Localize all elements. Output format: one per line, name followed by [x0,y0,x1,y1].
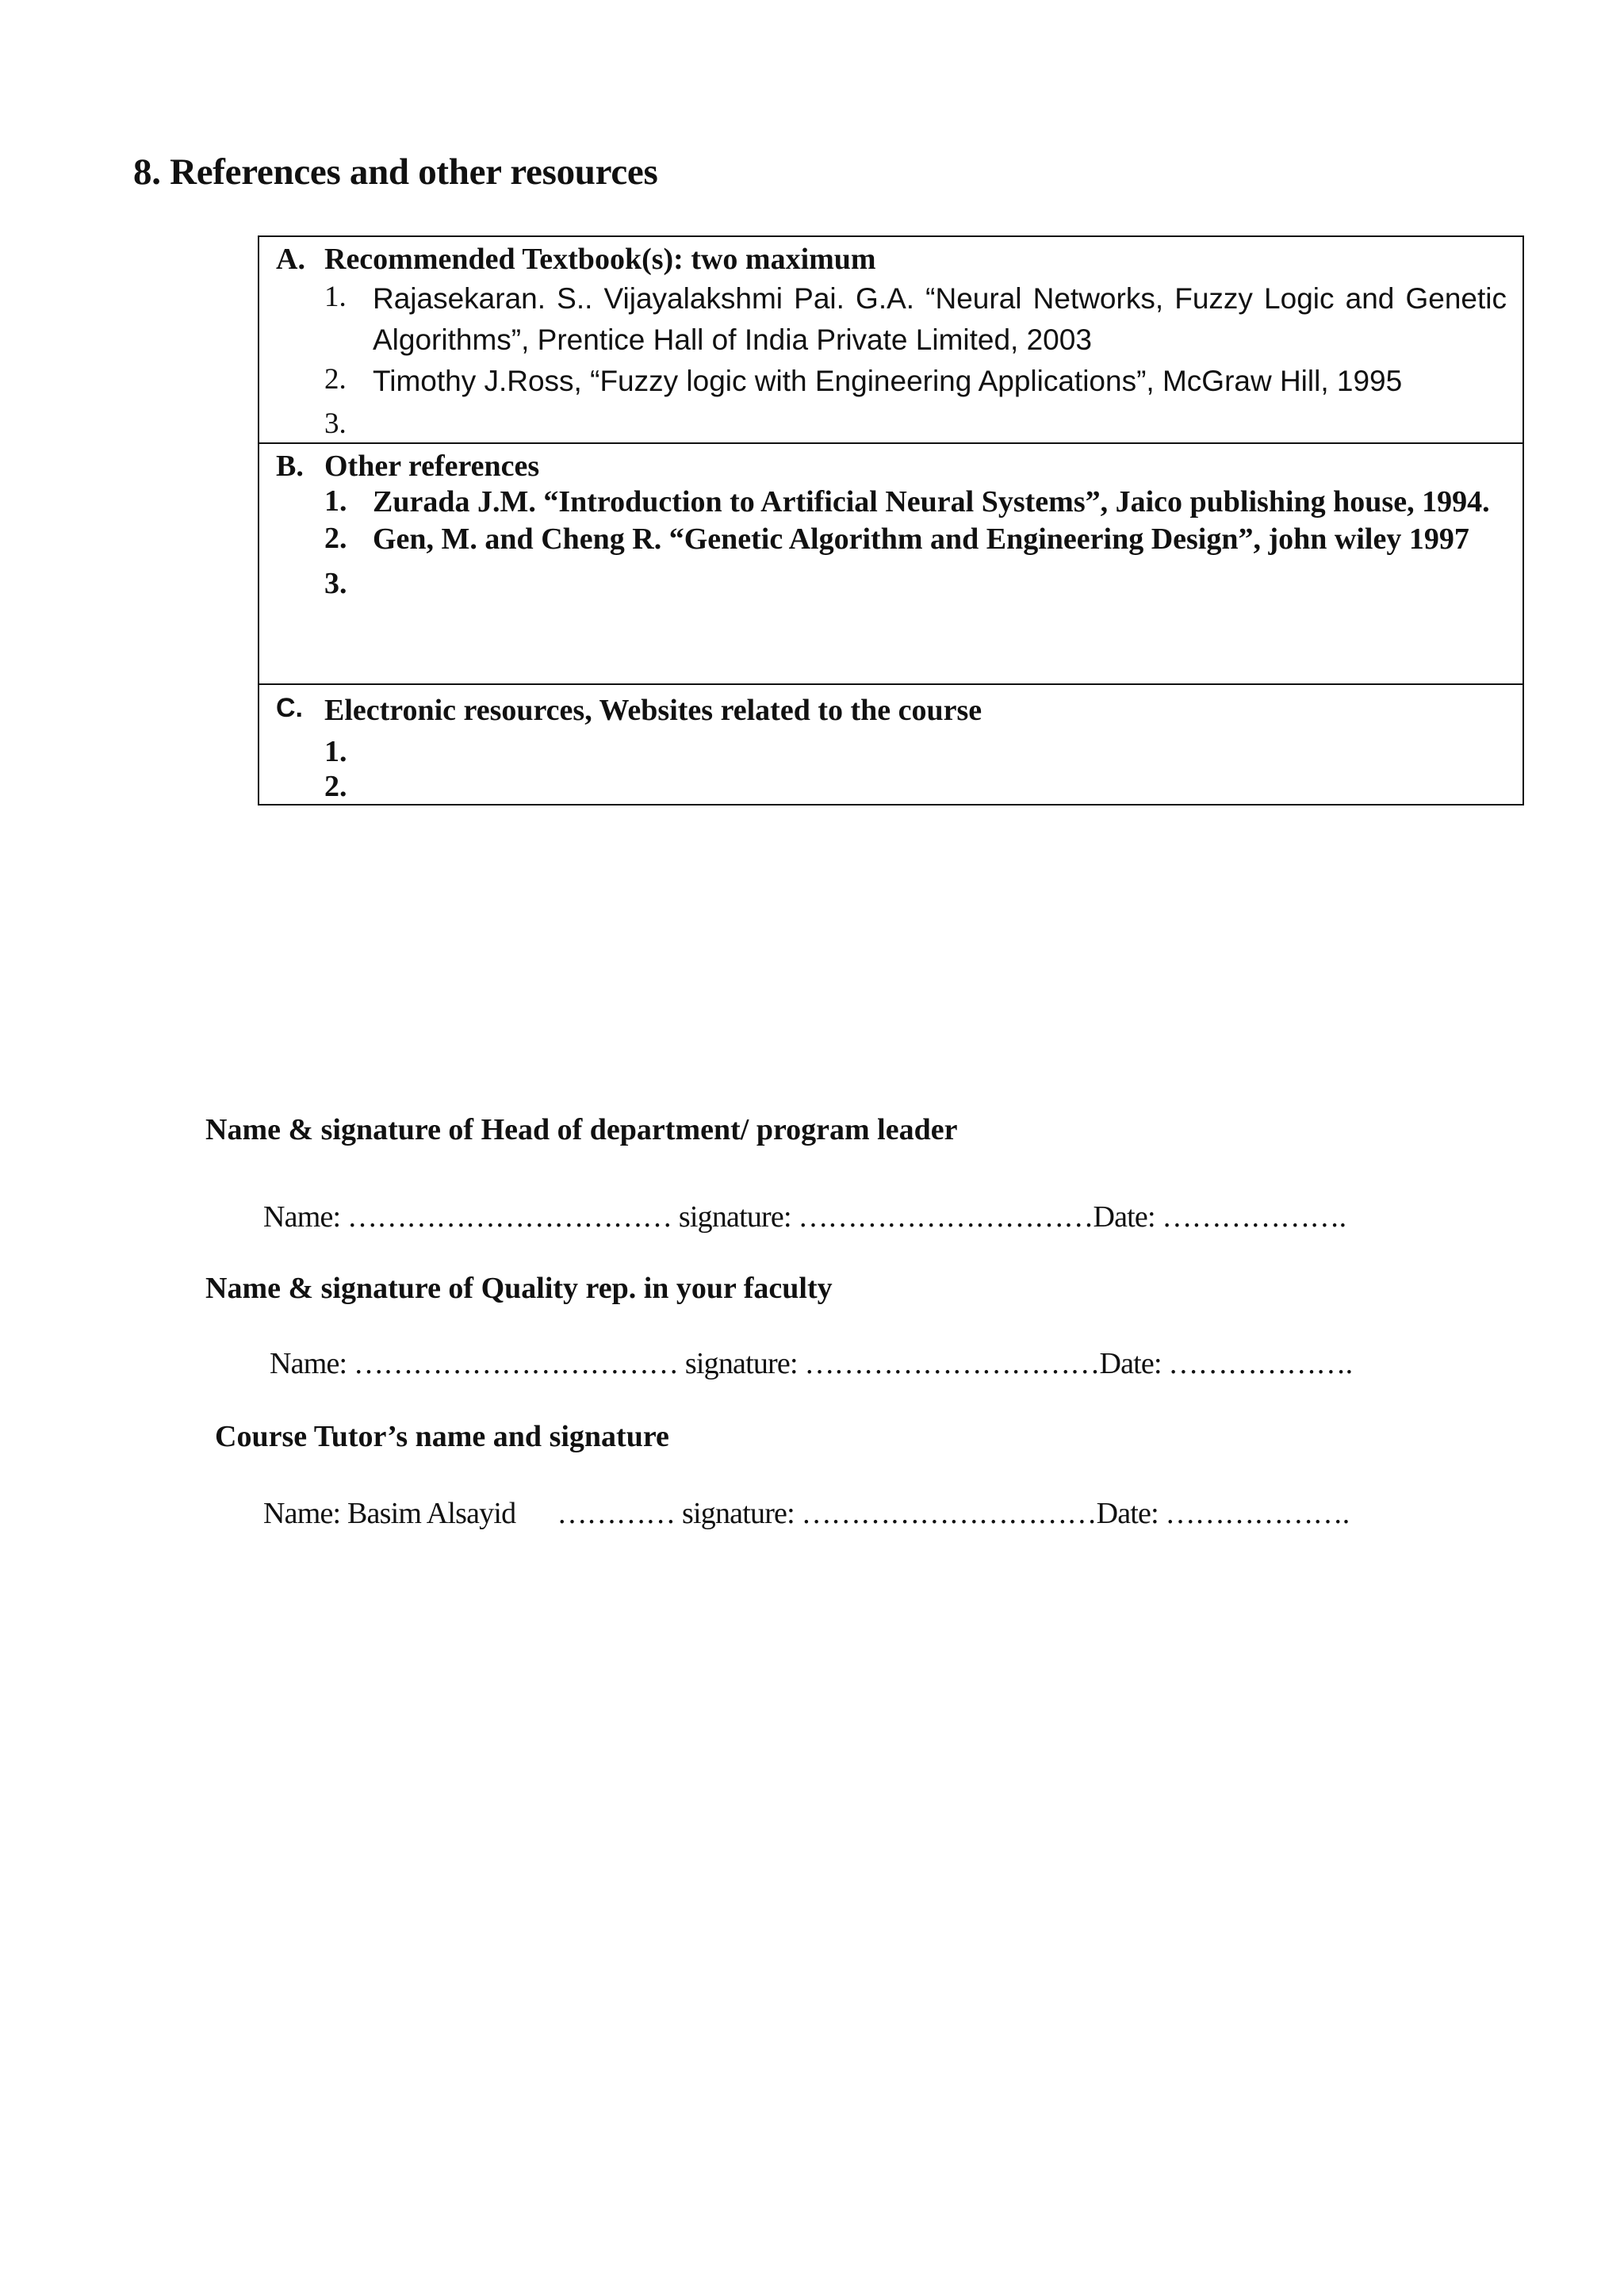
item-number: 3. [324,408,347,440]
item-number: 3. [324,567,347,600]
quality-rep-signature-title: Name & signature of Quality rep. in your faculty [205,1272,833,1305]
item-text: Timothy J.Ross, “Fuzzy logic with Engineering Applications”, McGraw Hill, 1995 [373,365,1403,397]
head-of-department-signature-title: Name & signature of Head of department/ program leader [205,1113,958,1146]
quality-rep-signature-line: Name: …………………………… signature: …………………………Date: ………………. [270,1347,1353,1380]
section-a-header [259,237,1522,277]
item-text: Zurada J.M. “Introduction to Artificial Neural Systems”, Jaico publishing house, 1994. [373,485,1490,519]
section-heading: 8. References and other resources [133,151,658,193]
list-item [259,278,1522,361]
list-item [259,734,1522,769]
list-item [259,484,1522,521]
item-number: 1. [324,484,347,518]
section-title: Other references [324,450,540,483]
list-item [259,769,1522,804]
head-of-department-signature-line: Name: …………………………… signature: …………………………Date: ………………. [263,1200,1346,1234]
item-text: Rajasekaran. S.. Vijayalakshmi Pai. G.A. “Neural Networks, Fuzzy Logic and Genetic Algorithms”, Prentice Hall of India Private Limited, 2003 [373,282,1507,356]
list-item [259,361,1522,402]
section-letter: C. [276,693,303,723]
item-text: Gen, M. and Cheng R. “Genetic Algorithm and Engineering Design”, john wiley 1997 [373,522,1469,556]
section-c-header [259,685,1522,734]
section-recommended-textbooks [259,237,1522,444]
course-tutor-signature-title: Course Tutor’s name and signature [215,1420,669,1453]
item-number: 2. [324,770,347,803]
section-b-header [259,444,1522,484]
section-electronic-resources [259,685,1522,804]
references-table [258,235,1524,806]
list-item [259,402,1522,443]
section-letter: B. [276,450,304,483]
list-item [259,521,1522,558]
section-title: Electronic resources, Websites related to the course [324,694,982,727]
item-number: 1. [324,735,347,768]
item-number: 1. [324,281,347,313]
item-number: 2. [324,522,347,555]
list-item [259,558,1522,604]
item-number: 2. [324,363,347,396]
course-tutor-signature-line: Name: Basim Alsayid ………… signature: …………………………Date: ………………. [263,1497,1350,1530]
section-other-references [259,444,1522,685]
section-title: Recommended Textbook(s): two maximum [324,243,876,276]
section-letter: A. [276,243,305,276]
